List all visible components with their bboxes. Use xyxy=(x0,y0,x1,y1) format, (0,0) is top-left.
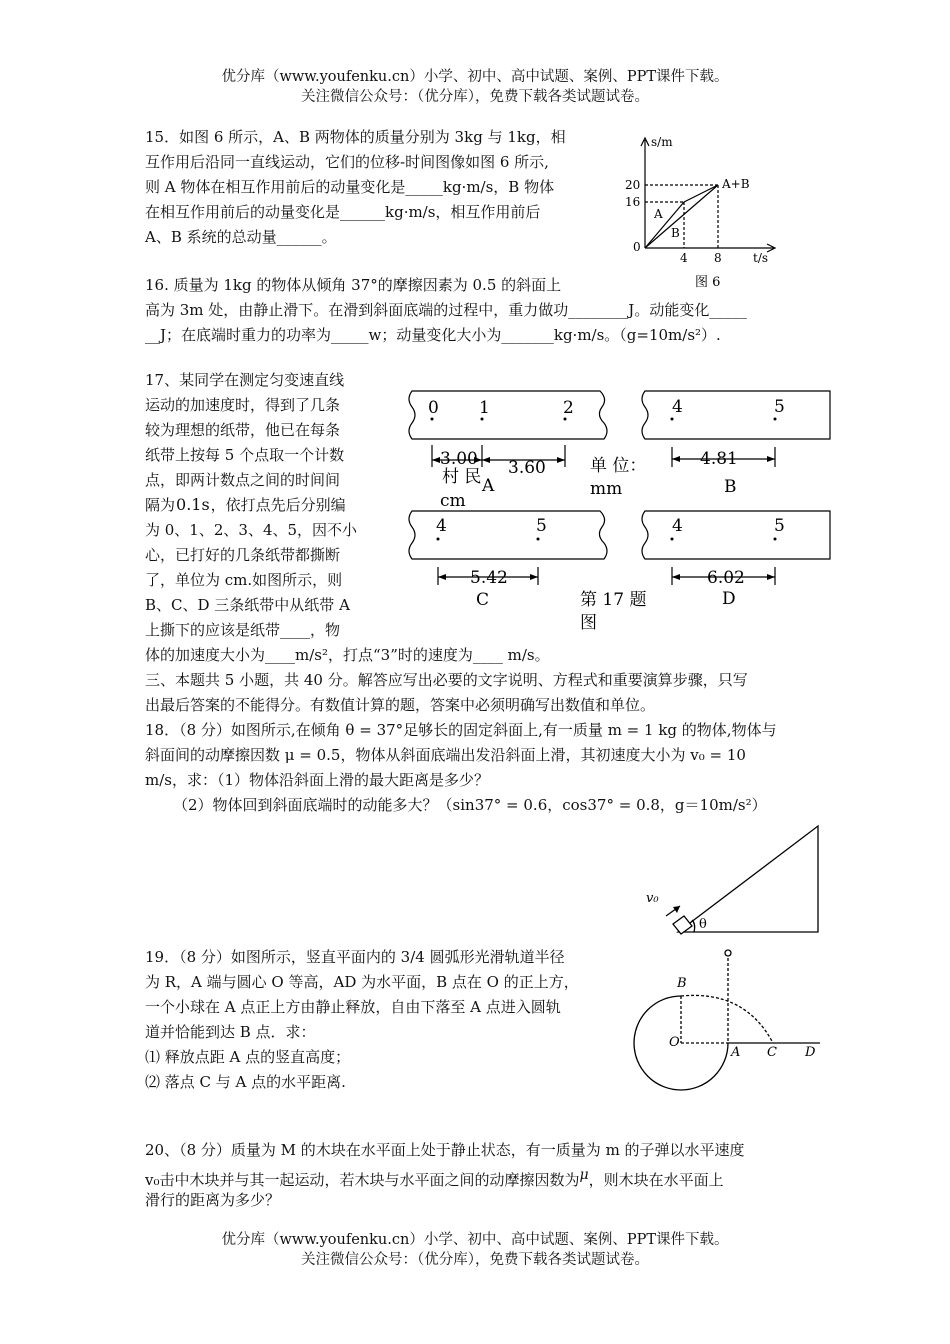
q17-interval-value: 0.1s xyxy=(176,495,210,514)
release-ball xyxy=(725,950,731,956)
tapeA-point-2: 2 xyxy=(563,398,574,418)
projectile-path xyxy=(681,995,773,1043)
arrowhead xyxy=(482,457,490,463)
tapeA-point-0: 0 xyxy=(428,398,439,418)
tapeC-dist: 5.42 xyxy=(470,568,508,588)
q19-line: ⑴ 释放点距 A 点的竖直高度； xyxy=(145,1048,351,1066)
y-tick-16: 16 xyxy=(625,195,641,209)
q15-line: 在相互作用前后的动量变化是______kg·m/s，相互作用前后 xyxy=(145,203,541,221)
page-footer-line2: 关注微信公众号：（优分库），免费下载各类试题试卷。 xyxy=(301,1252,649,1268)
page-footer-line1: 优分库（www.youfenku.cn）小学、初中、高中试题、案例、PPT课件下载。 xyxy=(221,1232,729,1248)
tapeD-point-4: 4 xyxy=(672,516,683,536)
y-axis-label: s/m xyxy=(651,135,673,149)
q18-line: 斜面间的动摩擦因数 μ = 0.5，物体从斜面底端出发沿斜面上滑，其初速度大小为 v₀ = 10 xyxy=(145,746,746,764)
q15-line: 则 A 物体在相互作用前后的动量变化是_____kg·m/s，B 物体 xyxy=(145,178,555,196)
q18-line: 18．（8 分）如图所示,在倾角 θ = 37°足够长的固定斜面上,有一质量 m = 1 kg 的物体,物体与 xyxy=(145,721,777,739)
arrowhead xyxy=(767,456,775,462)
q17-line: 体的加速度大小为____m/s²，打点“3”时的速度为____ m/s。 xyxy=(145,646,550,664)
x-tick-4: 4 xyxy=(680,251,688,265)
v0-label: v₀ xyxy=(646,891,659,906)
label-A-plus-B: A+B xyxy=(722,177,750,191)
q20-line: 滑行的距离为多少？ xyxy=(145,1191,281,1209)
arrowhead xyxy=(672,574,680,580)
q20-text: v₀击中木块并与其一起运动，若木块与水平面之间的动摩擦因数为 xyxy=(145,1171,580,1189)
tapeA-point-1: 1 xyxy=(479,398,490,418)
section-3-line: 出最后答案的不能得分。有数值计算的题，答案中必须明确写出数值和单位。 xyxy=(145,696,656,714)
mu-symbol: μ xyxy=(579,1167,589,1183)
x-axis-label: t/s xyxy=(753,251,769,265)
q19-line: ⑵ 落点 C 与 A 点的水平距离. xyxy=(145,1073,346,1091)
unit-label-2: mm xyxy=(590,479,623,499)
q17-line: 为 0、1、2、3、4、5，因不小 xyxy=(145,521,358,539)
q17-text: 隔为 xyxy=(145,496,176,514)
tape-dot xyxy=(671,418,674,421)
point-O: O xyxy=(669,1035,680,1050)
section-3-line: 三、本题共 5 小题，共 40 分。解答应写出必要的文字说明、方程式和重要演算步骤，只写 xyxy=(145,671,748,689)
tapeB-dist: 4.81 xyxy=(700,449,738,469)
arrowhead xyxy=(672,456,680,462)
tapeD-dist: 6.02 xyxy=(707,568,745,588)
tapeA-dist-1: 3.00 xyxy=(440,449,478,469)
q17-text: ，依打点先后分别编 xyxy=(210,496,346,514)
point-B: B xyxy=(677,976,687,991)
q17-line: 心，已打好的几条纸带都撕断 xyxy=(145,546,341,564)
arrowhead xyxy=(530,574,538,580)
tapeA-dist-2: 3.60 xyxy=(508,458,546,478)
tapeC-label: C xyxy=(476,590,490,610)
tapeD-point-5: 5 xyxy=(774,516,785,536)
tapeA-extra1: 村 民 xyxy=(442,467,482,487)
q19-line: 19．（8 分）如图所示，竖直平面内的 3/4 圆弧形光滑轨道半径 xyxy=(145,948,565,966)
q19-line: 为 R，A 端与圆心 O 等高，AD 为水平面，B 点在 O 的正上方， xyxy=(145,973,579,991)
angle-label: θ xyxy=(699,917,707,932)
figure-19-circular-track xyxy=(625,940,825,1100)
q17-line: 上撕下的应该是纸带____，物 xyxy=(145,621,341,639)
figure-17-caption-2: 图 xyxy=(580,613,597,633)
q17-line: 17、某同学在测定匀变速直线 xyxy=(145,371,345,389)
arrowhead xyxy=(432,457,440,463)
line-B xyxy=(645,202,684,248)
page-header-line2: 关注微信公众号：（优分库），免费下载各类试题试卷。 xyxy=(301,89,649,105)
q15-line: A、B 系统的总动量______。 xyxy=(145,228,337,246)
q19-line: 道并恰能到达 B 点．求： xyxy=(145,1023,316,1041)
tapeB-point-5: 5 xyxy=(774,397,785,417)
tape-dot xyxy=(774,538,777,541)
point-A: A xyxy=(731,1045,741,1060)
q15-line: 互作用后沿同一直线运动，它们的位移-时间图像如图 6 所示, xyxy=(145,153,549,171)
unit-label-1: 单 位： xyxy=(590,456,647,476)
tapeB-point-4: 4 xyxy=(672,397,683,417)
q17-line: 点，即两计数点之间的时间间 xyxy=(145,471,341,489)
tapeA-label: A xyxy=(482,476,495,496)
q19-line: 一个小球在 A 点正上方由静止释放，自由下落至 A 点进入圆轨 xyxy=(145,998,561,1016)
figure-6-caption: 图 6 xyxy=(695,275,721,290)
y-tick-0: 0 xyxy=(633,240,641,254)
q17-line: 运动的加速度时，得到了几条 xyxy=(145,396,341,414)
point-C: C xyxy=(767,1045,777,1060)
point-D: D xyxy=(805,1045,816,1060)
page-header-line1: 优分库（www.youfenku.cn）小学、初中、高中试题、案例、PPT课件下载。 xyxy=(221,69,729,85)
q18-line: （2）物体回到斜面底端时的动能多大？（sin37° = 0.6，cos37° = 0.8，g＝10m/s²） xyxy=(173,796,767,814)
figure-18-incline xyxy=(640,820,825,940)
q16-line: __J；在底端时重力的功率为_____w；动量变化大小为_______kg·m/s。（g=10m/s²）. xyxy=(145,326,721,344)
q17-line: 了，单位为 cm.如图所示，则 xyxy=(145,571,343,589)
figure-6-position-time-graph xyxy=(615,130,790,290)
q20-text: ，则木块在水平面上 xyxy=(588,1171,724,1189)
arrowhead xyxy=(767,574,775,580)
tape-dot xyxy=(437,538,440,541)
tapeA-extra2: cm xyxy=(440,491,466,511)
q18-line: m/s，求：（1）物体沿斜面上滑的最大距离是多少？ xyxy=(145,771,490,789)
q15-line: 15．如图 6 所示，A、B 两物体的质量分别为 3kg 与 1kg，相 xyxy=(145,128,566,146)
tape-dot xyxy=(774,418,777,421)
q17-line: 较为理想的纸带，他已在每条 xyxy=(145,421,341,439)
q17-line: 纸带上按每 5 个点取一个计数 xyxy=(145,446,345,464)
figure-17-paper-tapes xyxy=(400,385,840,645)
q17-line: B、C、D 三条纸带中从纸带 A xyxy=(145,596,350,614)
label-B: B xyxy=(671,226,680,240)
q20-line: 20、（8 分）质量为 M 的木块在水平面上处于静止状态，有一质量为 m 的子弹以水平速度 xyxy=(145,1141,745,1159)
tapeC-point-4: 4 xyxy=(436,516,447,536)
label-A: A xyxy=(654,207,663,221)
block xyxy=(673,916,692,934)
tape-B xyxy=(642,391,830,439)
q16-line: 高为 3m 处，由静止滑下。在滑到斜面底端的过程中，重力做功________J。动能变化_____ xyxy=(145,301,747,319)
tape-dot xyxy=(537,538,540,541)
x-tick-8: 8 xyxy=(714,251,722,265)
tapeB-label: B xyxy=(724,477,737,497)
y-tick-20: 20 xyxy=(625,178,641,192)
figure-17-caption-1: 第 17 题 xyxy=(580,590,647,610)
q16-line: 16. 质量为 1kg 的物体从倾角 37°的摩擦因素为 0.5 的斜面上 xyxy=(145,276,562,294)
tape-dot xyxy=(671,538,674,541)
tapeD-label: D xyxy=(722,589,736,609)
tapeC-point-5: 5 xyxy=(536,516,547,536)
arrowhead xyxy=(438,574,446,580)
q17-line xyxy=(145,493,346,517)
tape-D xyxy=(642,511,830,559)
arrowhead xyxy=(557,457,565,463)
